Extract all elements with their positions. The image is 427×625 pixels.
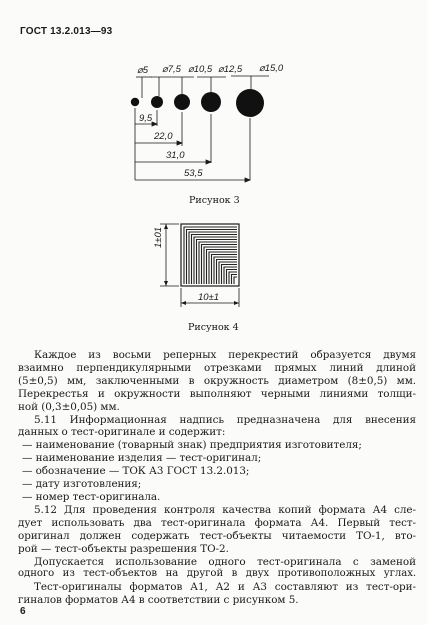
body-line: рой — тест-объекты разрешения ТО-2. bbox=[18, 542, 229, 555]
body-line: одного из тест-объектов на другой в двух противоположных углах. bbox=[18, 568, 416, 580]
dim-label-22: 22,0 bbox=[154, 131, 173, 142]
body-line: Перекрестья и окружности выполняют черными линиями толщи- bbox=[18, 387, 416, 400]
body-line: данных о тест-оригинале и содержит: bbox=[18, 426, 226, 439]
body-line: 5.12 Для проведения контроля качества копий формата А4 сле- bbox=[34, 503, 416, 516]
diam-label-10-5: ⌀10,5 bbox=[188, 64, 213, 75]
body-line: — обозначение — ТОК А3 ГОСТ 13.2.013; bbox=[22, 465, 250, 478]
page-header: ГОСТ 13.2.013—93 bbox=[20, 26, 113, 37]
body-text bbox=[18, 349, 416, 607]
body-line: ной (0,3±0,05) мм. bbox=[18, 400, 120, 413]
figure-3-caption: Рисунок 3 bbox=[189, 195, 240, 206]
body-line: — наименование изделия — тест-оригинал; bbox=[22, 452, 262, 465]
body-line: Тест-оригиналы форматов А1, А2 и А3 составляют из тест-ори- bbox=[34, 581, 416, 594]
body-line: 5.11 Информационная надпись предназначена для внесения bbox=[34, 413, 416, 426]
diam-label-7-5: ⌀7,5 bbox=[162, 64, 181, 75]
body-line: Каждое из восьми реперных перекрестий образуется двумя bbox=[34, 349, 416, 361]
body-line: — наименование (товарный знак) предприятия изготовителя; bbox=[22, 439, 362, 452]
body-line: Допускается использование одного тест-оригинала с заменой bbox=[34, 555, 416, 568]
body-line: — дату изготовления; bbox=[22, 478, 142, 491]
diam-label-12-5: ⌀12,5 bbox=[218, 64, 243, 75]
figure-4-caption: Рисунок 4 bbox=[188, 322, 239, 333]
page-number: 6 bbox=[20, 606, 26, 617]
body-line: (5±0,5) мм, заключенными в окружность диаметром (8±0,5) мм. bbox=[18, 374, 416, 387]
fig4-height-label: 1±01 bbox=[153, 226, 164, 248]
dim-label-9-5: 9,5 bbox=[139, 113, 153, 124]
dim-label-31: 31,0 bbox=[166, 150, 185, 161]
body-line: дует использовать два тест-оригинала формата А4. Первый тест- bbox=[18, 516, 416, 529]
body-line: взаимно перпендикулярными отрезками прямых линий длиной bbox=[18, 361, 416, 374]
fig4-width-label: 10±1 bbox=[198, 292, 220, 303]
body-line: гиналов форматов А4 в соответствии с рисунком 5. bbox=[18, 594, 299, 607]
body-line: — номер тест-оригинала. bbox=[22, 490, 161, 503]
body-line: оригинал должен содержать тест-объекты читаемости ТО-1, вто- bbox=[18, 529, 416, 542]
diam-label-5: ⌀5 bbox=[137, 65, 149, 76]
diam-label-15: ⌀15,0 bbox=[259, 63, 284, 74]
dim-label-53-5: 53,5 bbox=[184, 168, 203, 179]
